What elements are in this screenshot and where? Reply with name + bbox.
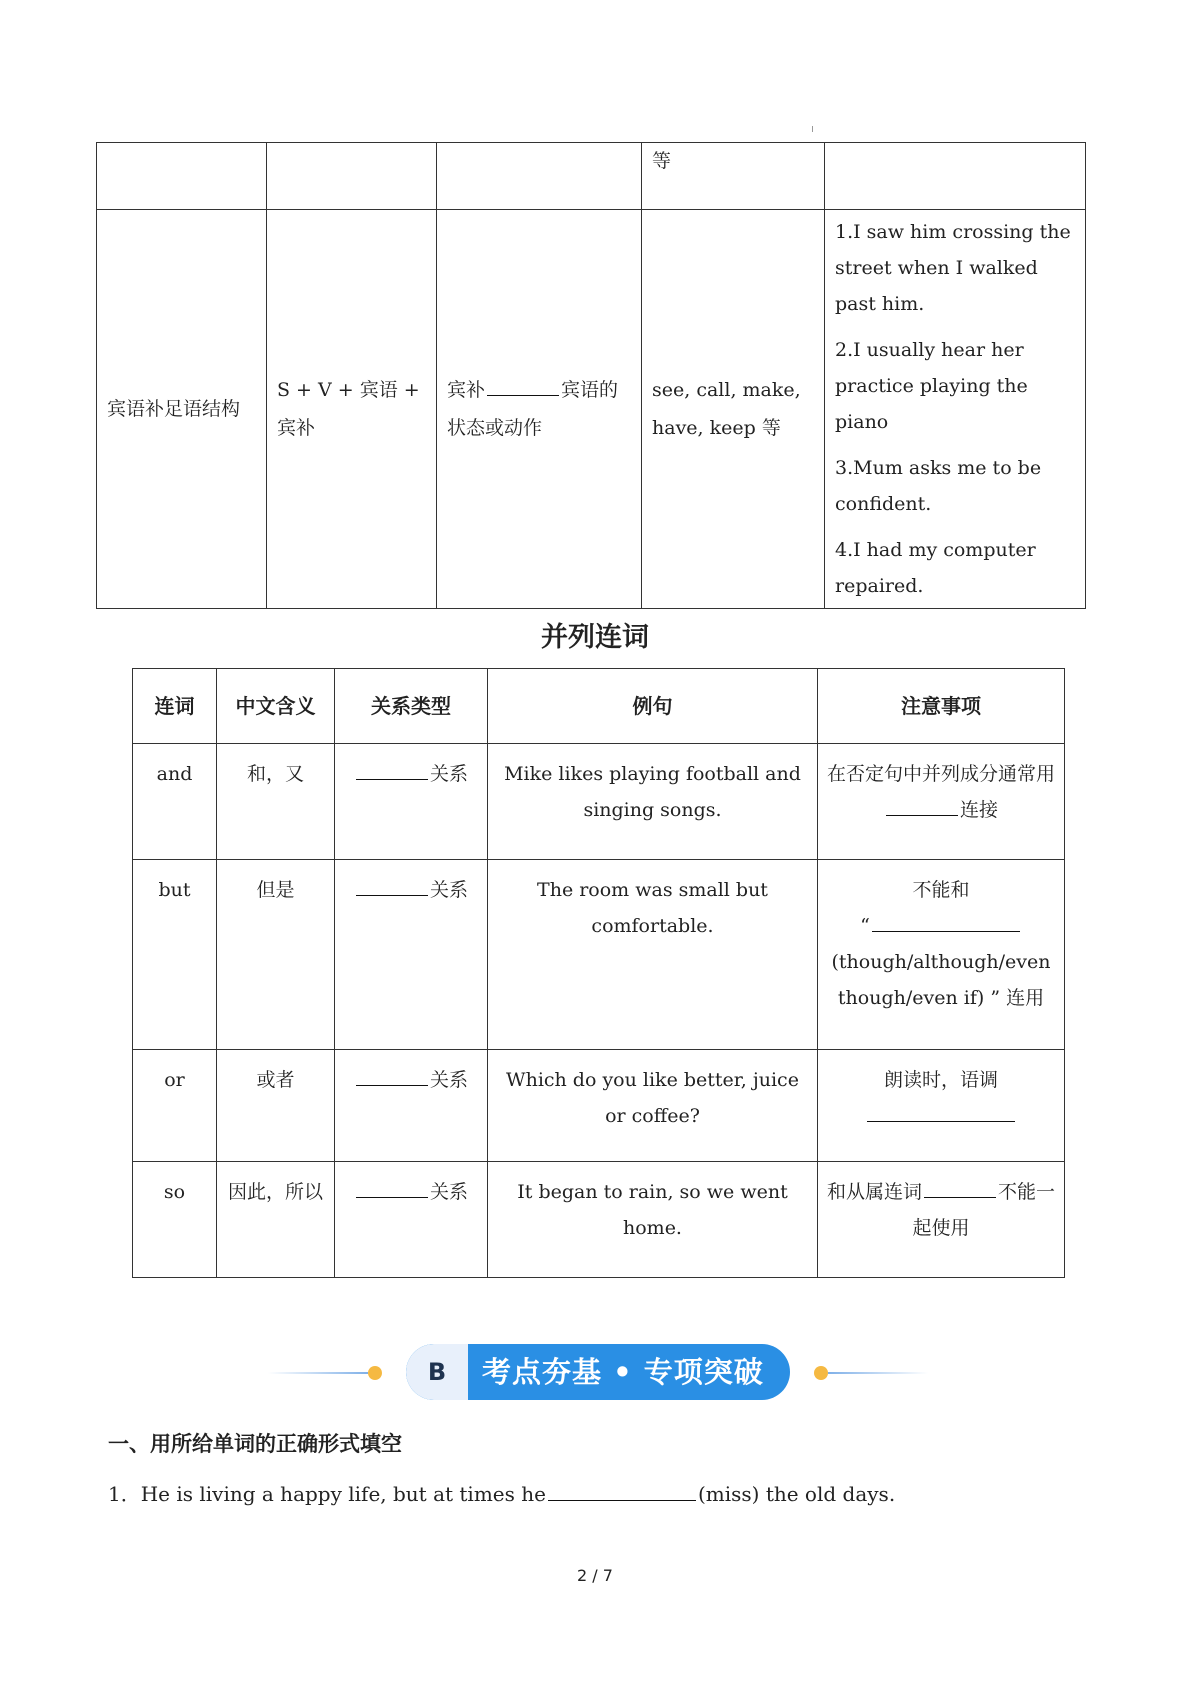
banner-text: 考点夯基 • 专项突破 xyxy=(482,1355,764,1389)
question-text-pre: 1．He is living a happy life, but at times he xyxy=(108,1482,546,1506)
table-row xyxy=(133,744,1065,860)
table-row xyxy=(97,210,1086,609)
relation-suffix: 关系 xyxy=(429,763,468,785)
function-pre: 宾补 xyxy=(447,379,486,401)
conj-word: so xyxy=(133,1162,217,1278)
conj-example: Mike likes playing football and singing songs. xyxy=(488,744,818,860)
conj-note xyxy=(818,1050,1065,1162)
relation-suffix: 关系 xyxy=(429,1069,468,1091)
table-row xyxy=(97,143,1086,210)
conj-meaning: 和，又 xyxy=(217,744,335,860)
answer-blank[interactable] xyxy=(548,1499,696,1501)
note-post: 连接 xyxy=(959,799,998,821)
note-pre: 在否定句中并列成分通常用 xyxy=(826,763,1055,785)
conj-meaning: 但是 xyxy=(217,860,335,1050)
header-cell: 关系类型 xyxy=(335,669,488,744)
fill-blank[interactable] xyxy=(356,1196,428,1198)
conj-example: It began to rain, so we went home. xyxy=(488,1162,818,1278)
banner-line-right xyxy=(828,1372,928,1374)
table-row xyxy=(133,1162,1065,1278)
grammar-structure-table xyxy=(96,142,1086,609)
conj-word: and xyxy=(133,744,217,860)
fill-blank[interactable] xyxy=(487,394,559,396)
table-row xyxy=(133,860,1065,1050)
conj-relation xyxy=(335,1162,488,1278)
header-cell: 例句 xyxy=(488,669,818,744)
fill-blank[interactable] xyxy=(356,1084,428,1086)
fill-blank[interactable] xyxy=(356,894,428,896)
note-pre: 和从属连词 xyxy=(826,1181,922,1203)
fill-blank[interactable] xyxy=(886,814,958,816)
cell-verbs-cont: 等 xyxy=(642,143,825,210)
question-1 xyxy=(108,1478,895,1507)
cell-examples xyxy=(825,210,1086,609)
conj-relation xyxy=(335,1050,488,1162)
section-title: 并列连词 xyxy=(541,622,649,653)
section-banner xyxy=(268,1338,928,1408)
fill-blank[interactable] xyxy=(356,778,428,780)
header-cell: 注意事项 xyxy=(818,669,1065,744)
exercise-heading: 一、用所给单词的正确形式填空 xyxy=(108,1432,402,1456)
fill-blank[interactable] xyxy=(872,930,1020,932)
example-sentence: 3.Mum asks me to be confident. xyxy=(835,457,1042,515)
relation-suffix: 关系 xyxy=(429,879,468,901)
banner-dot-icon xyxy=(368,1366,382,1380)
relation-suffix: 关系 xyxy=(429,1181,468,1203)
example-sentence: 2.I usually hear her practice playing the piano xyxy=(835,339,1028,433)
header-cell: 连词 xyxy=(133,669,217,744)
conj-note xyxy=(818,860,1065,1050)
conj-meaning: 因此，所以 xyxy=(217,1162,335,1278)
banner-dot-icon xyxy=(814,1366,828,1380)
fill-blank[interactable] xyxy=(867,1120,1015,1122)
conj-word: or xyxy=(133,1050,217,1162)
conj-example: Which do you like better, juice or coffee? xyxy=(488,1050,818,1162)
quote-open: “ xyxy=(860,915,870,937)
conj-word: but xyxy=(133,860,217,1050)
cell-structure-name: 宾语补足语结构 xyxy=(97,210,267,609)
conj-note xyxy=(818,1162,1065,1278)
header-row xyxy=(133,669,1065,744)
note-mid: (though/although/even though/even if) ” 连用 xyxy=(831,951,1051,1009)
note-pre: 不能和 xyxy=(912,879,970,901)
example-sentence: 4.I had my computer repaired. xyxy=(835,539,1036,597)
conj-example: The room was small but comfortable. xyxy=(488,860,818,1050)
banner-badge: B xyxy=(406,1344,468,1400)
conj-relation xyxy=(335,860,488,1050)
cell-function xyxy=(437,210,642,609)
table-row xyxy=(133,1050,1065,1162)
conjunction-table xyxy=(132,668,1065,1278)
note-post: 不能一起使用 xyxy=(912,1181,1056,1239)
note-pre: 朗读时，语调 xyxy=(883,1069,998,1091)
banner-line-left xyxy=(268,1372,368,1374)
conj-meaning: 或者 xyxy=(217,1050,335,1162)
cell-verbs: see, call, make, have, keep 等 xyxy=(642,210,825,609)
header-cell: 中文含义 xyxy=(217,669,335,744)
cell-pattern: S + V + 宾语 + 宾补 xyxy=(267,210,437,609)
page-number: 2 / 7 xyxy=(577,1566,613,1585)
margin-tick xyxy=(812,126,813,132)
question-text-post: (miss) the old days. xyxy=(697,1482,896,1506)
banner-pill xyxy=(406,1344,790,1400)
function-post: 宾语的状态或动作 xyxy=(447,379,619,439)
fill-blank[interactable] xyxy=(924,1196,996,1198)
example-sentence: 1.I saw him crossing the street when I walked past him. xyxy=(835,221,1071,315)
conj-note xyxy=(818,744,1065,860)
conj-relation xyxy=(335,744,488,860)
